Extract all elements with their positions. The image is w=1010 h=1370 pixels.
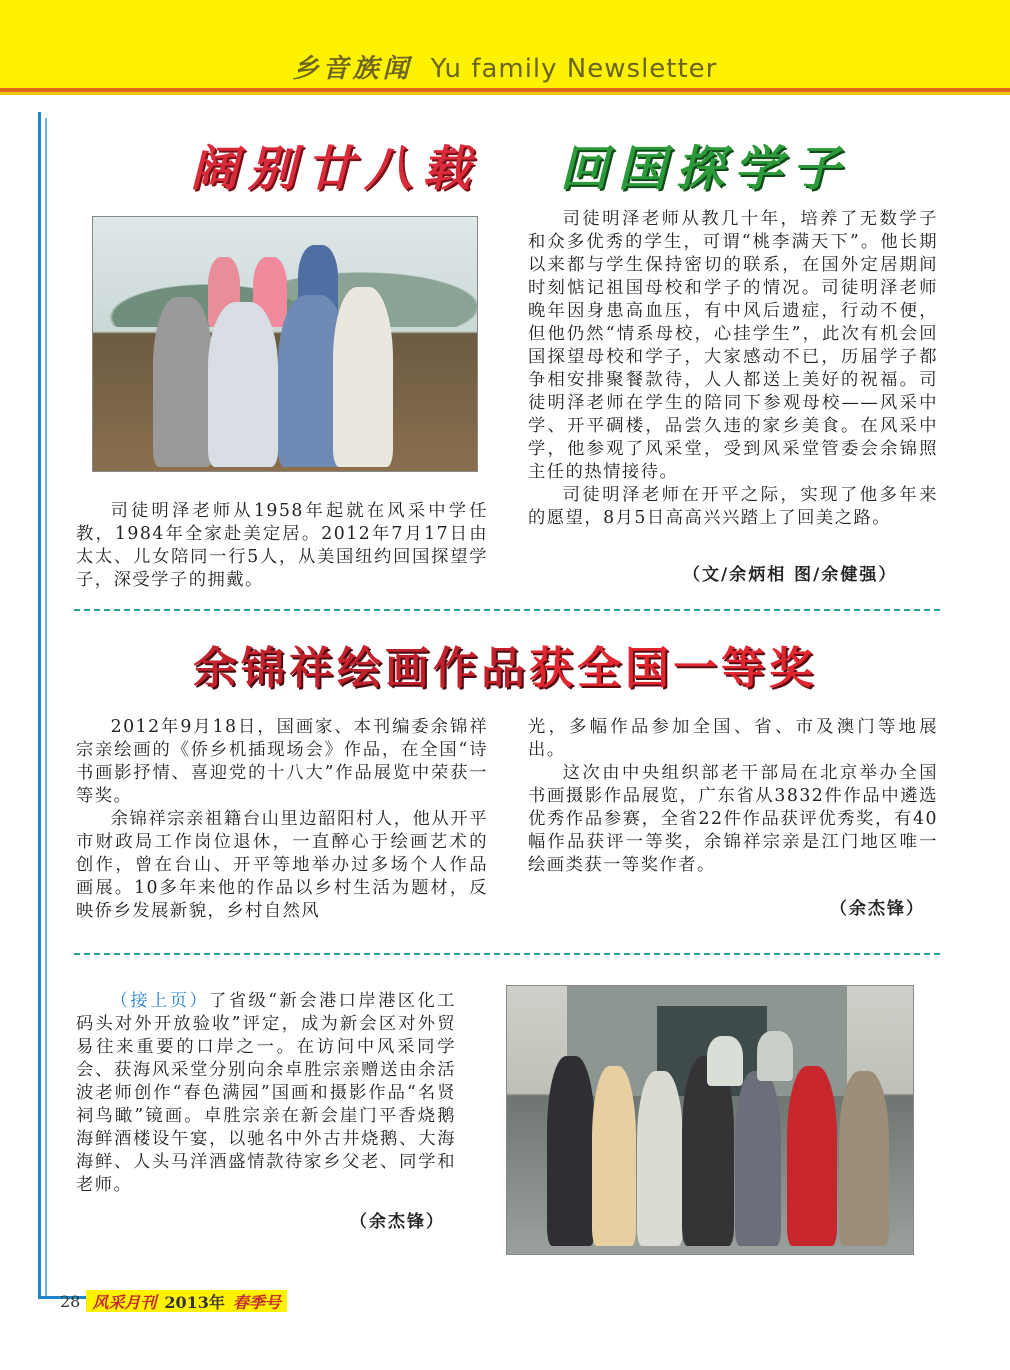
person	[735, 1071, 781, 1246]
article2-title-part2: 获全国一等奖	[529, 643, 817, 694]
article3-group-photo	[506, 985, 914, 1255]
article3-paragraph	[76, 990, 456, 1197]
header-title-en: Yu family Newsletter	[430, 54, 718, 84]
article1-paragraph: 司徒明泽老师在开平之际，实现了他多年来的愿望，8月5日高高兴兴踏上了回美之路。	[528, 485, 938, 528]
left-margin-bar	[38, 112, 41, 1298]
continued-marker: （接上页）	[110, 991, 210, 1011]
footer-tag	[86, 1290, 287, 1312]
article2-body-right	[528, 716, 938, 877]
person	[592, 1066, 636, 1246]
article2-paragraph: 光，多幅作品参加全国、省、市及澳门等地展出。	[528, 717, 938, 760]
footer	[60, 1289, 287, 1313]
header-title-cn: 乡音族闻	[292, 54, 413, 84]
article2-title	[0, 632, 1010, 696]
article2-credit: （余杰锋）	[830, 899, 925, 919]
section-divider	[74, 953, 940, 955]
issue-year: 2013年	[164, 1292, 225, 1312]
article3-credit: （余杰锋）	[350, 1212, 445, 1232]
article1-photo	[92, 216, 478, 472]
person	[333, 287, 393, 467]
article1-body	[528, 208, 938, 530]
article1-caption-text: 司徒明泽老师从1958年起就在风采中学任教，1984年全家赴美定居。2012年7月17日由太太、儿女陪同一行5人，从美国纽约回国探望学子，深受学子的拥戴。	[76, 501, 488, 590]
article2-paragraph: 余锦祥宗亲祖籍台山里边韶阳村人，他从开平市财政局工作岗位退休，一直醉心于绘画艺术的创作，曾在台山、开平等地举办过多场个人作品画展。10多年来他的作品以乡村生活为题材，反映侨乡发展新貌，乡村自然风	[76, 809, 488, 921]
article1-credit: （文/余炳相 图/余健强）	[683, 565, 898, 585]
person	[547, 1056, 595, 1246]
header-rule-yellow	[0, 92, 1010, 95]
issue-season: 春季号	[232, 1292, 281, 1312]
magazine-name: 风采月刊	[92, 1292, 157, 1312]
header-title	[0, 48, 1010, 85]
section-divider	[74, 609, 940, 611]
person	[757, 1031, 793, 1081]
person	[707, 1036, 743, 1086]
person	[637, 1071, 683, 1246]
article2-paragraph: 这次由中央组织部老干部局在北京举办全国书画摄影作品展览，广东省从3832件作品中遴选优秀作品参赛，全省22件作品获评优秀奖，有40幅作品获评一等奖，余锦祥宗亲是江门地区唯一绘画类获一等奖作者。	[528, 763, 938, 875]
person	[787, 1066, 837, 1246]
article1-title-left: 阔别廿八载	[190, 141, 481, 197]
article3-body	[76, 990, 456, 1197]
article2-title-part1: 余锦祥绘画作品	[193, 643, 529, 694]
person	[839, 1071, 889, 1246]
article1-paragraph: 司徒明泽老师从教几十年，培养了无数学子和众多优秀的学生，可谓“桃李满天下”。他长期以来都与学生保持密切的联系，在国外定居期间时刻惦记祖国母校和学子的情况。司徒明泽老师晚年因身患高血压，有中风后遗症，行动不便，但他仍然“情系母校，心挂学生”，此次有机会回国探望母校和学子，大家感动不已，历届学子都争相安排聚餐款待，人人都送上美好的祝福。司徒明泽老师在学生的陪同下参观母校——风采中学、开平碉楼，品尝久违的家乡美食。在风采中学，他参观了风采堂，受到风采堂管委会余锦照主任的热情接待。	[528, 209, 938, 482]
article2-paragraph: 2012年9月18日，国画家、本刊编委余锦祥宗亲绘画的《侨乡机插现场会》作品，在全国“诗书画影抒情、喜迎党的十八大”作品展览中荣获一等奖。	[76, 717, 488, 806]
article1-caption	[76, 500, 488, 592]
person	[153, 297, 213, 467]
person	[208, 302, 278, 467]
article2-body-left	[76, 716, 488, 923]
left-margin-bar-inner	[45, 118, 47, 1298]
article3-text: 了省级“新会港口岸港区化工码头对外开放验收”评定，成为新会区对外贸易往来重要的口岸之一。在访问中风采同学会、获海风采堂分别向余卓胜宗亲赠送由余活波老师创作“春色满园”国画和摄影作品“名贤祠鸟瞰”镜画。卓胜宗亲在新会崖门平香烧鹅海鲜酒楼设午宴，以驰名中外古井烧鹅、大海海鲜、人头马洋酒盛情款待家乡父老、同学和老师。	[76, 991, 456, 1195]
page-number: 28	[60, 1291, 81, 1311]
article1-title-right: 回国探学子	[560, 141, 851, 197]
